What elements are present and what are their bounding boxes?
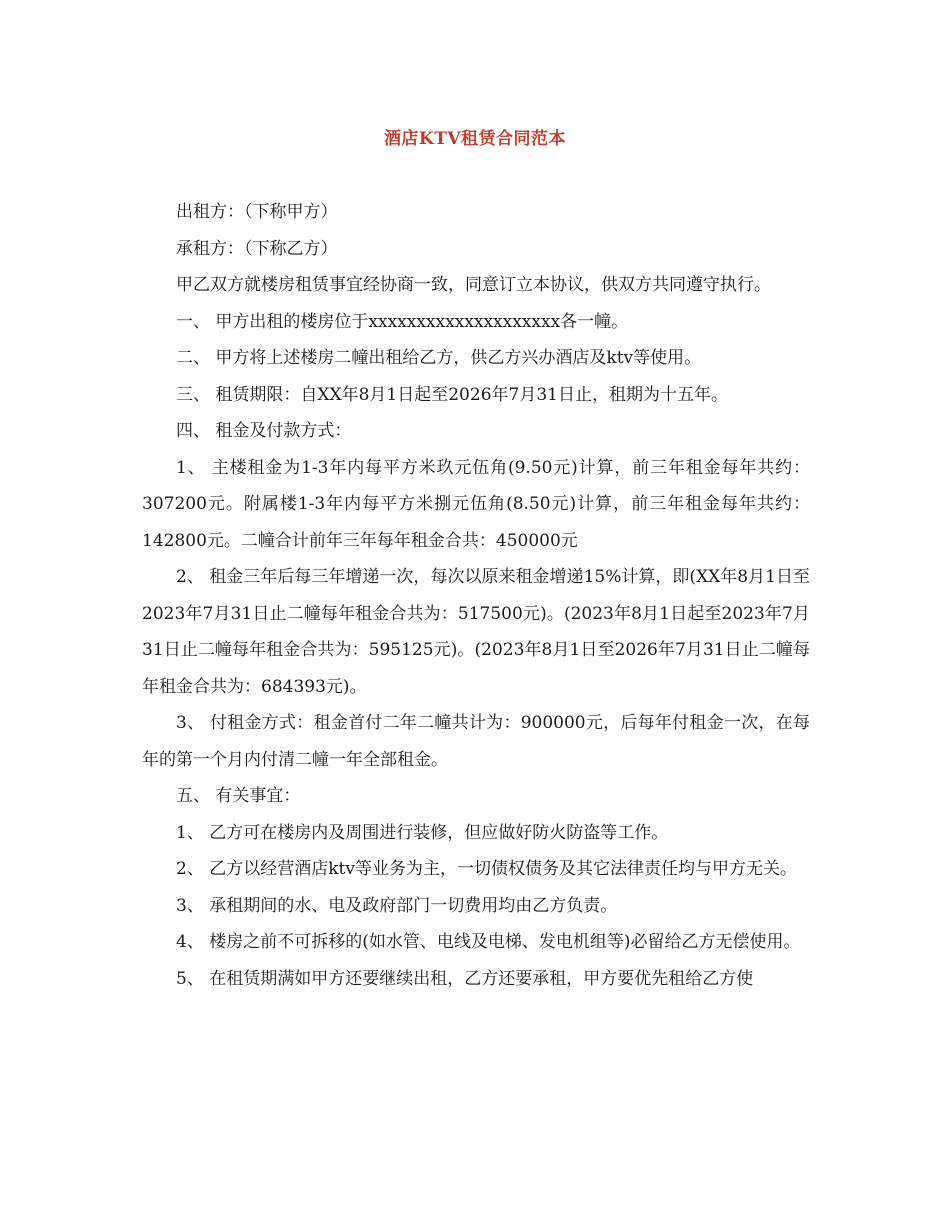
clause-5-item-2: 2、 乙方以经营酒店ktv等业务为主，一切债权债务及其它法律责任均与甲方无关。 xyxy=(176,859,797,879)
lessee-line: 承租方：（下称乙方） xyxy=(176,238,338,259)
clause-4-heading: 四、 租金及付款方式： xyxy=(176,421,352,441)
clause-4-item-2: 2、 租金三年后每三年增递一次，每次以原来租金增递15%计算，即(XX年8月1日至2023年7月31日止二幢每年租金合共为：517500元)。(2023年8月1日起至2023年7月31日止二幢每年租金合共为：595125元)。(2023年8月1日至2026年7月31日止二幢每年租金合共为：684393元)。 xyxy=(142,567,810,697)
clause-5-item-1: 1、 乙方可在楼房内及周围进行装修，但应做好防火防盗等工作。 xyxy=(176,822,669,843)
lessor-line: 出租方：（下称甲方） xyxy=(176,202,338,222)
clause-5-item-3: 3、 承租期间的水、电及政府部门一切费用均由乙方负责。 xyxy=(176,895,618,916)
clause-4-item-1: 1、 主楼租金为1-3年内每平方米玖元伍角(9.50元)计算，前三年租金每年共约：307200元。附属楼1-3年内每平方米捌元伍角(8.50元)计算，前三年租金每年共约：142800元。二幢合计前年三年每年租金合共：450000元 xyxy=(142,457,810,551)
clause-5-item-5: 5、 在租赁期满如甲方还要继续出租，乙方还要承租，甲方要优先租给乙方使 xyxy=(176,968,754,989)
clause-2: 二、 甲方将上述楼房二幢出租给乙方，供乙方兴办酒店及ktv等使用。 xyxy=(176,348,702,368)
clause-5-item-4: 4、 楼房之前不可拆移的(如水管、电线及电梯、发电机组等)必留给乙方无偿使用。 xyxy=(176,932,801,952)
document-body xyxy=(142,194,810,997)
clause-5-heading: 五、 有关事宜： xyxy=(176,786,301,806)
clause-4-item-3: 3、 付租金方式：租金首付二年二幢共计为：900000元，后每年付租金一次，在每年的第一个月内付清二幢一年全部租金。 xyxy=(142,713,810,770)
document-title: 酒店KTV租赁合同范本 xyxy=(383,129,567,149)
preamble: 甲乙双方就楼房租赁事宜经协商一致，同意订立本协议，供双方共同遵守执行。 xyxy=(176,275,771,295)
clause-1: 一、 甲方出租的楼房位于xxxxxxxxxxxxxxxxxxxx各一幢。 xyxy=(176,311,629,332)
clause-3: 三、 租赁期限：自XX年8月1日起至2026年7月31日止，租期为十五年。 xyxy=(176,384,728,405)
